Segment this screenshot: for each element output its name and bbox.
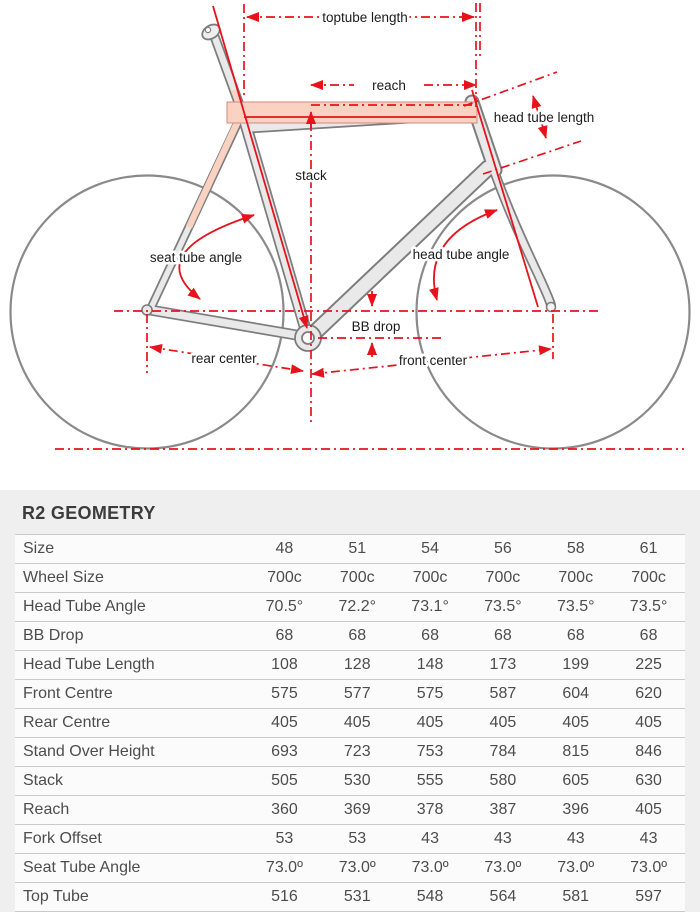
table-row — [15, 796, 685, 825]
label-seat-tube-angle: seat tube angle — [149, 250, 243, 265]
chainstay — [150, 310, 302, 336]
cell-value: 61 — [612, 535, 685, 564]
row-label: Stand Over Height — [15, 738, 248, 767]
row-label: Wheel Size — [15, 564, 248, 593]
label-front-center: front center — [398, 353, 468, 368]
seattube-axis-line — [213, 6, 307, 328]
cell-value: 604 — [539, 680, 612, 709]
geometry-table-section — [0, 490, 700, 912]
table-title: R2 GEOMETRY — [22, 503, 156, 523]
table-row — [15, 535, 685, 564]
cell-value: 68 — [612, 622, 685, 651]
row-label: Fork Offset — [15, 825, 248, 854]
cell-value: 43 — [539, 825, 612, 854]
geometry-table — [15, 534, 685, 912]
cell-value: 846 — [612, 738, 685, 767]
cell-value: 700c — [394, 564, 467, 593]
cell-value: 225 — [612, 651, 685, 680]
cell-value: 68 — [539, 622, 612, 651]
cell-value: 587 — [466, 680, 539, 709]
row-label: Size — [15, 535, 248, 564]
cell-value: 70.5° — [248, 593, 321, 622]
cell-value: 73.0º — [321, 854, 394, 883]
cell-value: 753 — [394, 738, 467, 767]
cell-value: 577 — [321, 680, 394, 709]
cell-value: 43 — [466, 825, 539, 854]
cell-value: 73.0º — [248, 854, 321, 883]
cell-value: 73.5° — [612, 593, 685, 622]
row-label: BB Drop — [15, 622, 248, 651]
table-row — [15, 593, 685, 622]
cell-value: 53 — [248, 825, 321, 854]
table-row — [15, 767, 685, 796]
cell-value: 72.2° — [321, 593, 394, 622]
row-label: Front Centre — [15, 680, 248, 709]
bottom-bracket-hole — [302, 332, 314, 344]
cell-value: 605 — [539, 767, 612, 796]
cell-value: 53 — [321, 825, 394, 854]
cell-value: 73.5° — [466, 593, 539, 622]
cell-value: 73.1° — [394, 593, 467, 622]
cell-value: 51 — [321, 535, 394, 564]
cell-value: 173 — [466, 651, 539, 680]
cell-value: 531 — [321, 883, 394, 912]
cell-value: 48 — [248, 535, 321, 564]
row-label: Head Tube Angle — [15, 593, 248, 622]
table-row — [15, 651, 685, 680]
cell-value: 784 — [466, 738, 539, 767]
cell-value: 575 — [394, 680, 467, 709]
table-row — [15, 709, 685, 738]
cell-value: 723 — [321, 738, 394, 767]
cell-value: 360 — [248, 796, 321, 825]
table-row — [15, 680, 685, 709]
table-row — [15, 883, 685, 912]
row-label: Stack — [15, 767, 248, 796]
cell-value: 68 — [248, 622, 321, 651]
cell-value: 199 — [539, 651, 612, 680]
cell-value: 378 — [394, 796, 467, 825]
cell-value: 405 — [539, 709, 612, 738]
label-bb-drop: BB drop — [351, 319, 401, 334]
cell-value: 630 — [612, 767, 685, 796]
saddle-clamp-bolt — [205, 27, 210, 32]
table-row — [15, 854, 685, 883]
cell-value: 575 — [248, 680, 321, 709]
cell-value: 548 — [394, 883, 467, 912]
cell-value: 693 — [248, 738, 321, 767]
cell-value: 396 — [539, 796, 612, 825]
cell-value: 564 — [466, 883, 539, 912]
cell-value: 530 — [321, 767, 394, 796]
label-reach: reach — [372, 78, 406, 93]
label-head-tube-length: head tube length — [493, 110, 595, 125]
cell-value: 148 — [394, 651, 467, 680]
cell-value: 73.5° — [539, 593, 612, 622]
diagram-labels — [150, 10, 594, 368]
cell-value: 68 — [466, 622, 539, 651]
cell-value: 405 — [466, 709, 539, 738]
rear-dropout — [142, 305, 152, 315]
cell-value: 580 — [466, 767, 539, 796]
cell-value: 73.0º — [539, 854, 612, 883]
cell-value: 128 — [321, 651, 394, 680]
cell-value: 700c — [466, 564, 539, 593]
wheels — [11, 176, 690, 449]
cell-value: 405 — [612, 796, 685, 825]
cell-value: 700c — [321, 564, 394, 593]
label-rear-center: rear center — [191, 351, 257, 366]
label-head-tube-angle: head tube angle — [412, 247, 510, 262]
row-label: Seat Tube Angle — [15, 854, 248, 883]
table-row — [15, 564, 685, 593]
cell-value: 405 — [321, 709, 394, 738]
cell-value: 54 — [394, 535, 467, 564]
headtube-length-upper-line — [464, 72, 557, 106]
cell-value: 73.0º — [394, 854, 467, 883]
geometry-table-body — [15, 535, 685, 912]
table-row — [15, 738, 685, 767]
cell-value: 43 — [612, 825, 685, 854]
cell-value: 405 — [394, 709, 467, 738]
cell-value: 73.0º — [612, 854, 685, 883]
row-label: Reach — [15, 796, 248, 825]
row-label: Top Tube — [15, 883, 248, 912]
cell-value: 58 — [539, 535, 612, 564]
cell-value: 555 — [394, 767, 467, 796]
cell-value: 73.0º — [466, 854, 539, 883]
row-label: Head Tube Length — [15, 651, 248, 680]
cell-value: 700c — [612, 564, 685, 593]
front-wheel — [417, 176, 690, 449]
table-row — [15, 622, 685, 651]
label-toptube-length: toptube length — [322, 10, 408, 25]
cell-value: 815 — [539, 738, 612, 767]
cell-value: 597 — [612, 883, 685, 912]
cell-value: 405 — [248, 709, 321, 738]
cell-value: 700c — [539, 564, 612, 593]
cell-value: 405 — [612, 709, 685, 738]
cell-value: 108 — [248, 651, 321, 680]
cell-value: 56 — [466, 535, 539, 564]
cell-value: 387 — [466, 796, 539, 825]
dimension-lines — [55, 3, 684, 449]
cell-value: 581 — [539, 883, 612, 912]
cell-value: 68 — [394, 622, 467, 651]
cell-value: 700c — [248, 564, 321, 593]
cell-value: 369 — [321, 796, 394, 825]
cell-value: 516 — [248, 883, 321, 912]
label-stack: stack — [295, 168, 327, 183]
cell-value: 68 — [321, 622, 394, 651]
cell-value: 43 — [394, 825, 467, 854]
table-row — [15, 825, 685, 854]
cell-value: 620 — [612, 680, 685, 709]
row-label: Rear Centre — [15, 709, 248, 738]
cell-value: 505 — [248, 767, 321, 796]
